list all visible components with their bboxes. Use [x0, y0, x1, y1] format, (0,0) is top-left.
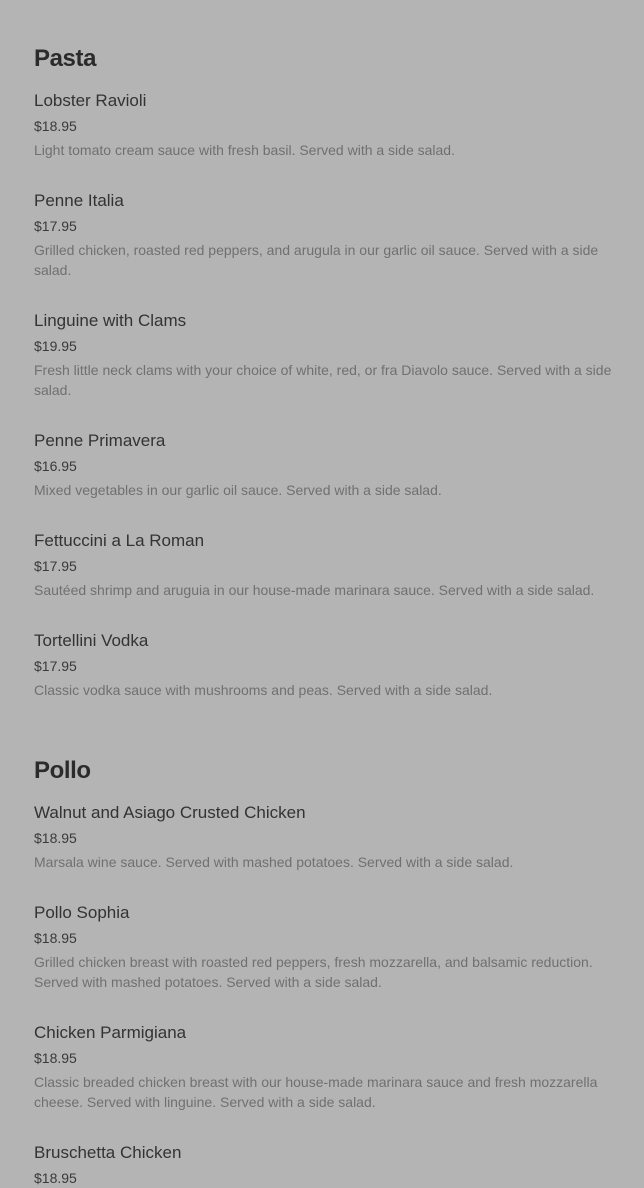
menu-item[interactable] — [34, 530, 614, 600]
item-description: Mixed vegetables in our garlic oil sauce. Served with a side salad. — [34, 482, 442, 498]
item-price: $16.95 — [34, 458, 77, 474]
item-description: Classic breaded chicken breast with our house-made marinara sauce and fresh mozzarella cheese. Served with linguine. Served with a side salad. — [34, 1074, 598, 1110]
item-name: Chicken Parmigiana — [34, 1023, 187, 1042]
menu-item[interactable] — [34, 802, 614, 872]
menu-item[interactable] — [34, 902, 614, 992]
menu-item[interactable] — [34, 430, 614, 500]
item-description: Classic vodka sauce with mushrooms and peas. Served with a side salad. — [34, 682, 493, 698]
item-name: Penne Primavera — [34, 431, 166, 450]
item-name: Fettuccini a La Roman — [34, 531, 205, 550]
item-price: $18.95 — [34, 830, 77, 846]
item-description: Sautéed shrimp and aruguia in our house-made marinara sauce. Served with a side salad. — [34, 582, 595, 598]
item-description: Marsala wine sauce. Served with mashed potatoes. Served with a side salad. — [34, 854, 514, 870]
item-description: Fresh little neck clams with your choice of white, red, or fra Diavolo sauce. Served with a side salad. — [34, 362, 612, 398]
item-price: $17.95 — [34, 218, 77, 234]
item-price: $18.95 — [34, 930, 77, 946]
item-name: Lobster Ravioli — [34, 91, 147, 110]
menu-item[interactable] — [34, 190, 614, 280]
menu-item[interactable] — [34, 630, 614, 700]
section-title: Pollo — [34, 757, 91, 784]
menu-item[interactable] — [34, 90, 614, 160]
item-description: Grilled chicken, roasted red peppers, and arugula in our garlic oil sauce. Served with a side salad. — [34, 242, 599, 278]
item-name: Bruschetta Chicken — [34, 1143, 182, 1162]
item-price: $18.95 — [34, 1050, 77, 1066]
section-pasta — [34, 0, 614, 700]
item-name: Walnut and Asiago Crusted Chicken — [34, 803, 306, 822]
item-name: Linguine with Clams — [34, 311, 187, 330]
item-name: Tortellini Vodka — [34, 631, 149, 650]
item-price: $17.95 — [34, 558, 77, 574]
item-name: Penne Italia — [34, 191, 124, 210]
section-title: Pasta — [34, 45, 97, 72]
item-description: Light tomato cream sauce with fresh basil. Served with a side salad. — [34, 142, 455, 158]
item-description: Grilled chicken breast with roasted red peppers, fresh mozzarella, and balsamic reduction. Served with mashed potatoes. Served with a side salad. — [34, 954, 593, 990]
menu-item[interactable] — [34, 310, 614, 400]
menu-item[interactable] — [34, 1142, 614, 1188]
menu-items — [34, 802, 614, 1188]
menu-items — [34, 90, 614, 700]
menu-item[interactable] — [34, 1022, 614, 1112]
section-pollo — [34, 756, 614, 1188]
item-price: $19.95 — [34, 338, 77, 354]
item-name: Pollo Sophia — [34, 903, 130, 922]
item-price: $18.95 — [34, 1170, 77, 1186]
item-price: $17.95 — [34, 658, 77, 674]
item-price: $18.95 — [34, 118, 77, 134]
